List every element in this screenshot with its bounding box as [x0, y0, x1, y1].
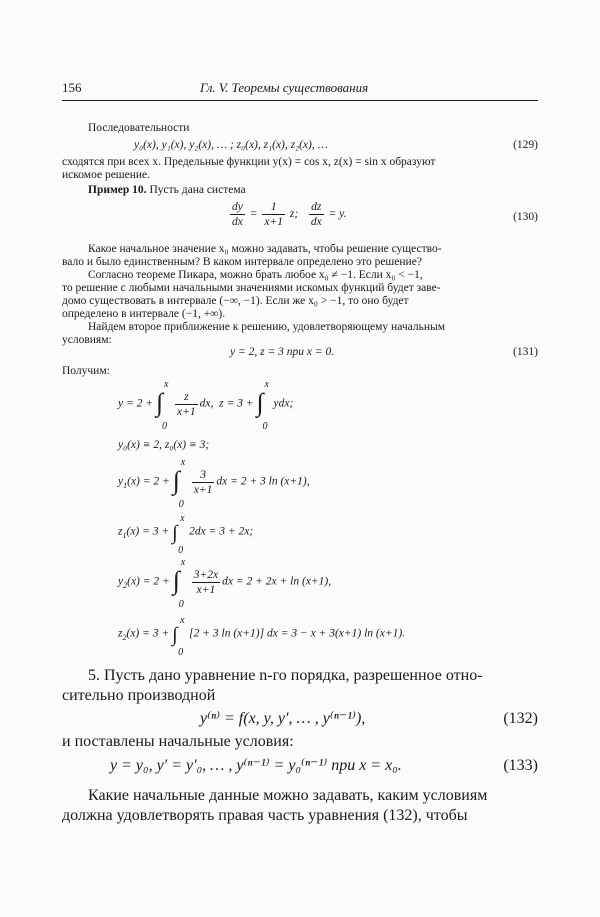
line-y2: $y_2(x) = 2$ + x ∫ 0 $\frac{3+2x}{x+1}$ dx = 2 + 2x + ln (x+1),: [118, 557, 332, 610]
para-line: искомое решение.: [62, 169, 151, 181]
equation-number-132: (132): [503, 710, 538, 727]
got-label: Получим:: [62, 365, 110, 377]
integral-y-z: y = 2 + x ∫ 0 $\frac{z}{x+1}$ dx, z = 3 + x ∫ 0 ydx;: [118, 379, 294, 432]
equation-number-131: (131): [513, 346, 538, 358]
line-z1: $z_1(x) = 3$ + x ∫ 0 2dx = 3 + 2x;: [118, 513, 254, 556]
equation-number-129: (129): [513, 139, 538, 151]
para-line: Какое начальное значение x₀ можно задавать, чтобы решение существо-: [88, 243, 442, 255]
page-number: 156: [62, 80, 82, 95]
para-line: сходятся при всех x. Предельные функции y(x) = cos x, z(x) = sin x образуют: [62, 156, 436, 168]
equation-131: y = 2, z = 3 при x = 0.: [230, 346, 335, 358]
para-line: Согласно теореме Пикара, можно брать любое x₀ ≠ −1. Если x₀ < −1,: [88, 269, 423, 281]
running-title: Гл. V. Теоремы существования: [200, 80, 369, 95]
equation-130: $\frac{dy}{dx}$ = $\frac{1}{x+1}$ z; $\frac{dz}{dx}$ = y.: [232, 201, 347, 228]
para-line: домо существовать в интервале (−∞, −1). Если же x₀ > −1, то оно будет: [62, 295, 409, 307]
example-heading: [88, 183, 246, 197]
para-line: Найдем второе приближение к решению, удовлетворяющему начальным: [88, 321, 445, 333]
line-z2: $z_2(x) = 3$ + x ∫ 0 [2 + 3 ln (x+1)] dx = 3 − x + 3(x+1) ln (x+1).: [118, 615, 406, 658]
para-line: условиям:: [62, 334, 112, 346]
last-para-line: должна удовлетворять правая часть уравнения (132), чтобы: [62, 807, 468, 824]
section-5-line: 5. Пусть дано уравнение n-го порядка, разрешенное отно-: [88, 667, 483, 684]
section-5-line: сительно производной: [62, 687, 216, 704]
line-y1: $y_1(x) = 2$ + x ∫ 0 $\frac{3}{x+1}$ dx = 2 + 3 ln (x+1),: [118, 457, 310, 510]
last-para-line: Какие начальные данные можно задавать, каким условиям: [88, 787, 488, 804]
equation-132: y⁽ⁿ⁾ = f(x, y, y′, … , y⁽ⁿ⁻¹⁾),: [200, 710, 366, 727]
para-line: определено в интервале (−1, +∞).: [62, 308, 226, 320]
para-line: то решение с любыми начальными значениями искомых функций будет заве-: [62, 282, 441, 294]
para-intro: Последовательности: [88, 122, 190, 134]
example-label: Пример 10.: [88, 184, 147, 196]
equation-129: y₀(x), y₁(x), y₂(x), … ; z₀(x), z₁(x), z₂(x), …: [134, 139, 328, 151]
conditions-intro: и поставлены начальные условия:: [62, 733, 294, 750]
para-line: вало и было единственным? В каком интервале определено это решение?: [62, 256, 422, 268]
line-y0-z0: y₀(x) ≡ 2, z₀(x) ≡ 3;: [118, 439, 210, 451]
equation-number-133: (133): [503, 757, 538, 774]
example-text: Пусть дана система: [149, 184, 246, 196]
header-rule: [62, 100, 538, 101]
equation-number-130: (130): [513, 211, 538, 223]
equation-133: y = y₀, y′ = y′₀, … , y⁽ⁿ⁻¹⁾ = y₀⁽ⁿ⁻¹⁾ при x = x₀.: [110, 757, 402, 774]
